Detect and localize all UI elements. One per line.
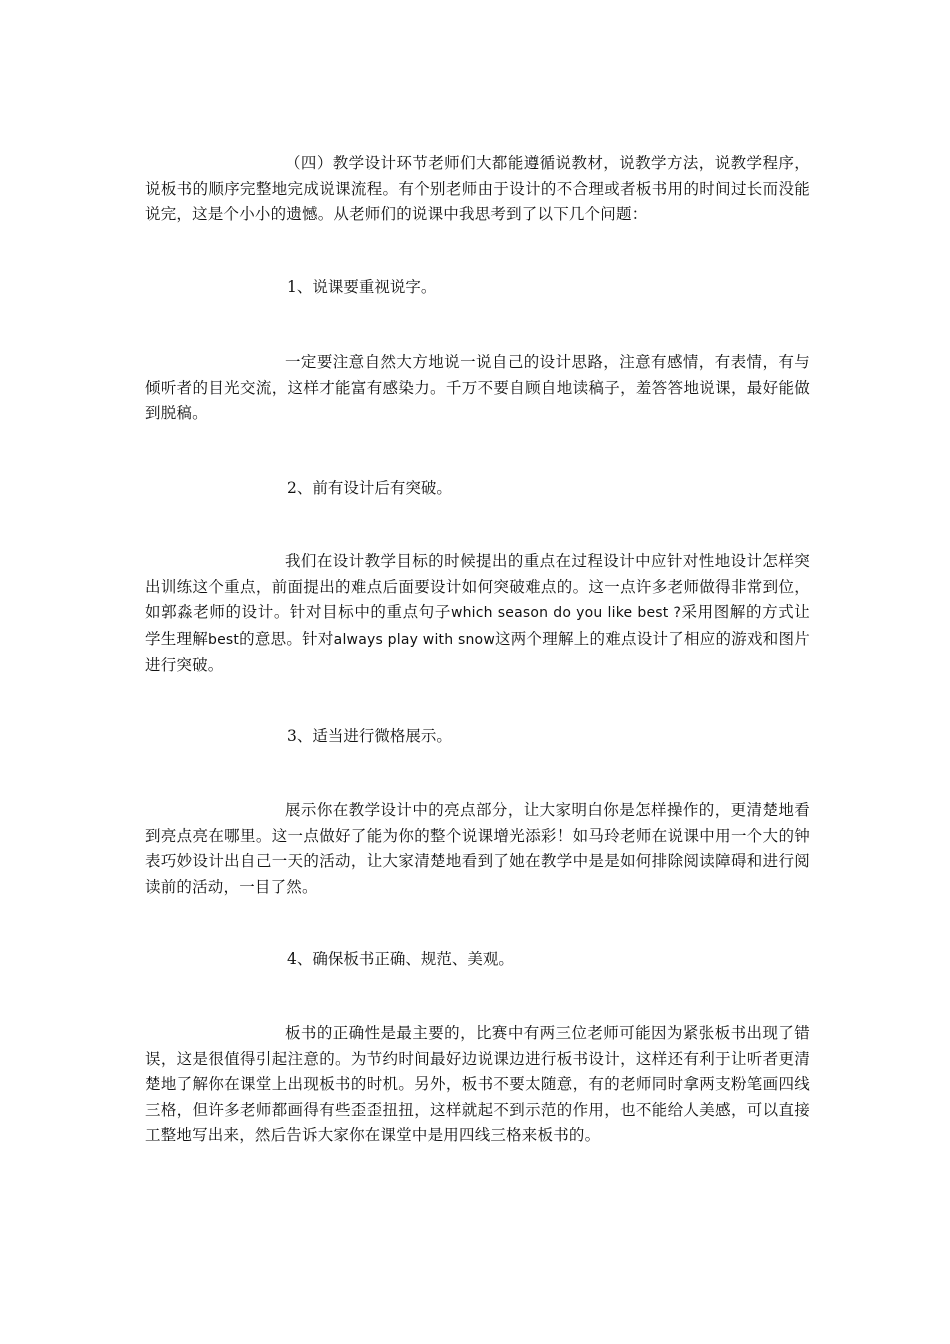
section-2-heading: 2、前有设计后有突破。: [287, 479, 452, 497]
section-4-heading: 4、确保板书正确、规范、美观。: [287, 950, 514, 968]
section-4-body: 板书的正确性是最主要的，比赛中有两三位老师可能因为紧张板书出现了错误，这是很值得引起注意的。为节约时间最好边说课边进行板书设计，这样还有利于让听者更清楚地了解你在课堂上出现板书的时机。另外，板书不要太随意，有的老师同时拿两支粉笔画四线三格，但许多老师都画得有些歪歪扭扭，这样就起不到示范的作用，也不能给人美感，可以直接工整地写出来，然后告诉大家你在课堂中是用四线三格来板书的。: [145, 1024, 810, 1144]
section-3-heading: 3、适当进行微格展示。: [287, 727, 452, 745]
section-2-body-english-word: best: [208, 631, 240, 648]
section-2-body: [145, 549, 810, 679]
section-2-body-text-1: 我们在设计教学目标的时候提出的重点在过程设计中应针对性地设计怎样突出训练这个重点，前面提出的难点后面要设计如何突破难点的。这一点许多老师做得非常到位，如郭淼老师的设计。针对目标中的重点句子: [145, 552, 810, 621]
section-3-body: 展示你在教学设计中的亮点部分，让大家明白你是怎样操作的，更清楚地看到亮点亮在哪里。这一点做好了能为你的整个说课增光添彩！如马玲老师在说课中用一个大的钟表巧妙设计出自己一天的活动，让大家清楚地看到了她在教学中是是如何排除阅读障碍和进行阅读前的活动，一目了然。: [145, 801, 810, 896]
section-2-body-text-2: 采用图解的方式让学生理解: [145, 603, 810, 648]
section-1-heading: 1、说课要重视说字。: [287, 278, 437, 296]
section-2-body-text-4: 这两个理解上的难点设计了相应的游戏和图片进行突破。: [145, 629, 810, 674]
section-2-body-text-3: 的意思。针对: [239, 629, 334, 648]
section-2-body-english-phrase: always play with snow: [333, 631, 495, 648]
section-2-body-english-sentence: which season do you like best ?: [450, 605, 682, 621]
section-1-body: 一定要注意自然大方地说一说自己的设计思路，注意有感情，有表情，有与倾听者的目光交流，这样才能富有感染力。千万不要自顾自地读稿子，羞答答地说课，最好能做到脱稿。: [145, 353, 810, 422]
intro-paragraph: （四）教学设计环节老师们大都能遵循说教材，说教学方法，说教学程序，说板书的顺序完整地完成说课流程。有个别老师由于设计的不合理或者板书用的时间过长而没能说完，这是个小小的遗憾。从老师们的说课中我思考到了以下几个问题：: [145, 154, 810, 223]
